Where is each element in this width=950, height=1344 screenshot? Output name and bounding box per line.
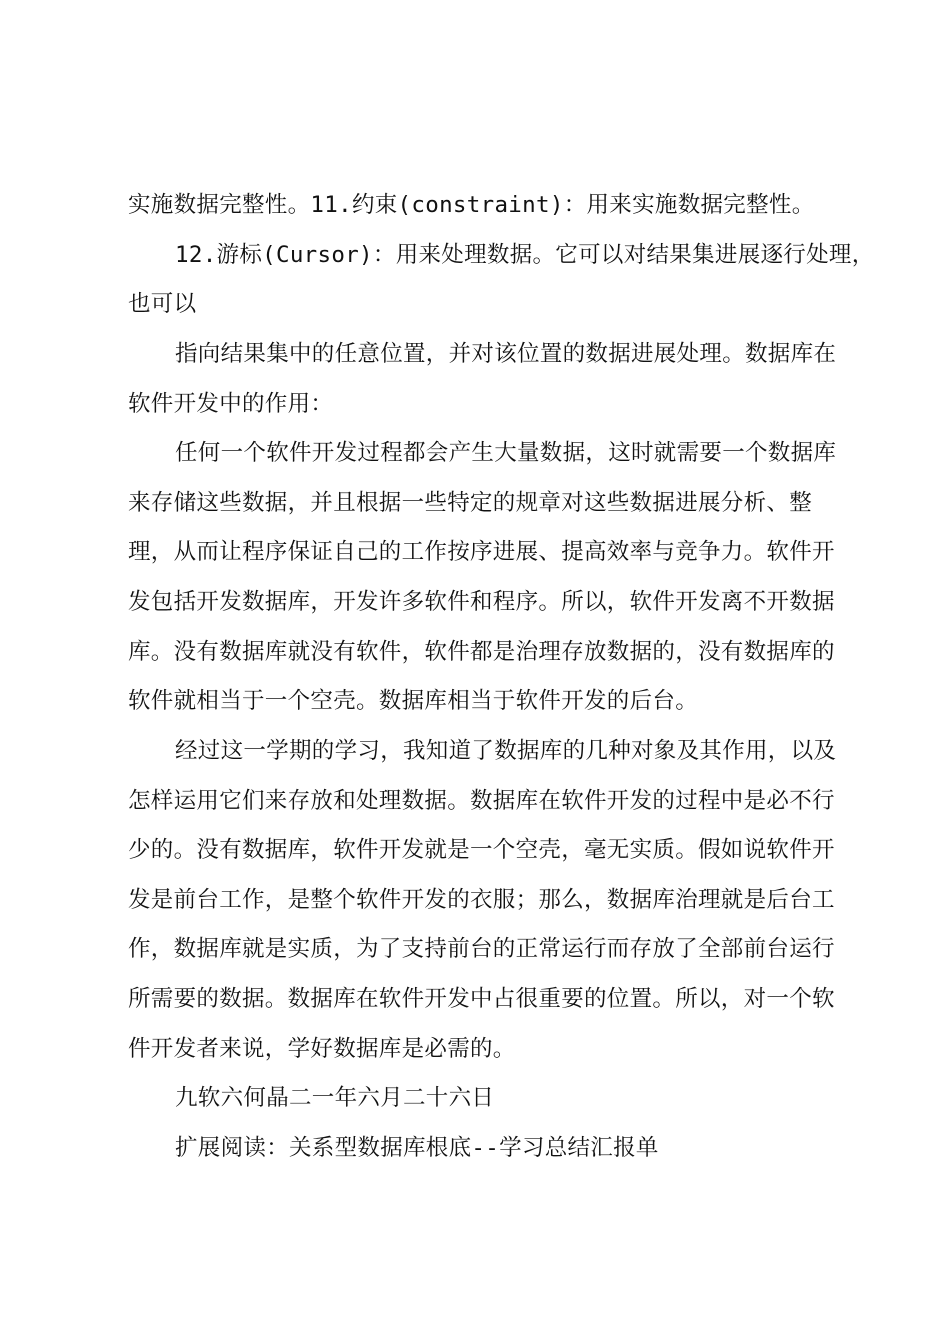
date-line: 九软六何晶二一年六月二十六日 [175,1085,495,1111]
text-line: 发是前台工作，是整个软件开发的衣服；那么，数据库治理就是后台工 [128,887,835,913]
text-line: 软件就相当于一个空壳。数据库相当于软件开发的后台。 [128,688,699,714]
text-line: 任何一个软件开发过程都会产生大量数据，这时就需要一个数据库 [175,440,837,466]
text-line: 理，从而让程序保证自己的工作按序进展、提高效率与竞争力。软件开 [128,539,835,565]
text-line: 作，数据库就是实质，为了支持前台的正常运行而存放了全部前台运行 [128,936,835,962]
text-line: 所需要的数据。数据库在软件开发中占很重要的位置。所以，对一个软 [128,986,835,1012]
text-line: 也可以 [128,291,197,317]
text-line: 经过这一学期的学习，我知道了数据库的几种对象及其作用，以及 [175,738,837,764]
extended-reading-line: 扩展阅读：关系型数据库根底--学习总结汇报单 [175,1135,659,1161]
text-line: 发包括开发数据库，开发许多软件和程序。所以，软件开发离不开数据 [128,589,835,615]
text-line: 件开发者来说，学好数据库是必需的。 [128,1036,516,1062]
text-line: 实施数据完整性。11.约束(constraint)：用来实施数据完整性。 [128,192,815,218]
text-line: 库。没有数据库就没有软件，软件都是治理存放数据的，没有数据库的 [128,639,835,665]
text-line: 少的。没有数据库，软件开发就是一个空壳，毫无实质。假如说软件开 [128,837,835,863]
text-line: 软件开发中的作用： [128,391,334,417]
text-line: 指向结果集中的任意位置，并对该位置的数据进展处理。数据库在 [175,341,837,367]
text-line: 来存储这些数据，并且根据一些特定的规章对这些数据进展分析、整 [128,490,813,516]
text-line: 12.游标(Cursor)：用来处理数据。它可以对结果集进展逐行处理， [175,242,875,268]
text-line: 怎样运用它们来存放和处理数据。数据库在软件开发的过程中是必不行 [128,788,835,814]
